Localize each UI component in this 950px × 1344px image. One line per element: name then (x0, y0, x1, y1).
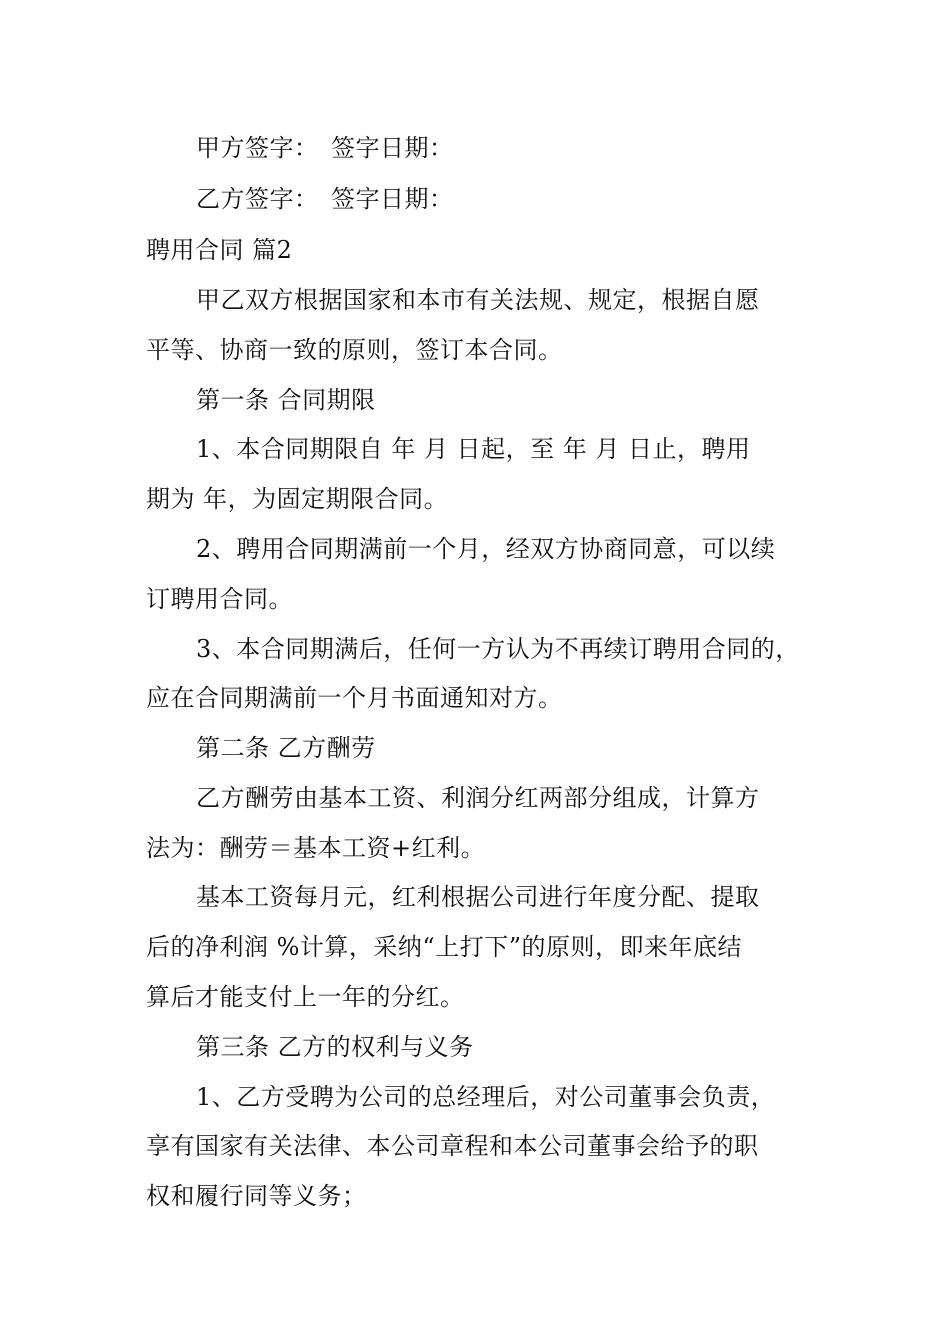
paragraph-line: 应在合同期满前一个月书面通知对方。 (146, 684, 563, 712)
paragraph-line: 后的净利润 %计算，采纳“上打下”的原则，即来年底结 (146, 933, 742, 961)
paragraph-line: 订聘用合同。 (146, 585, 293, 613)
signature-line-party-a: 甲方签字： 签字日期： (196, 134, 454, 162)
paragraph-line: 乙方酬劳由基本工资、利润分红两部分组成，计算方 (196, 784, 760, 812)
paragraph-line: 法为：酬劳＝基本工资+红利。 (146, 834, 486, 862)
paragraph-line: 享有国家有关法律、本公司章程和本公司董事会给予的职 (146, 1132, 759, 1160)
paragraph-line: 1、本合同期限自 年 月 日起，至 年 月 日止，聘用 (196, 435, 751, 463)
signature-line-party-b: 乙方签字： 签字日期： (196, 185, 454, 213)
paragraph-line: 1、乙方受聘为公司的总经理后，对公司董事会负责， (196, 1083, 776, 1111)
article-heading: 第一条 合同期限 (196, 386, 376, 414)
paragraph-line: 基本工资每月元，红利根据公司进行年度分配、提取 (196, 883, 760, 911)
paragraph-line: 平等、协商一致的原则，签订本合同。 (146, 336, 563, 364)
section-heading: 聘用合同 篇2 (146, 236, 293, 264)
paragraph-line: 2、聘用合同期满前一个月，经双方协商同意，可以续 (196, 535, 776, 563)
paragraph-line: 权和履行同等义务； (146, 1182, 367, 1210)
article-heading: 第三条 乙方的权利与义务 (196, 1033, 474, 1061)
paragraph-line: 3、本合同期满后，任何一方认为不再续订聘用合同的， (196, 635, 800, 663)
paragraph-line: 期为 年，为固定期限合同。 (146, 485, 449, 513)
paragraph-line: 算后才能支付上一年的分红。 (146, 983, 465, 1011)
article-heading: 第二条 乙方酬劳 (196, 734, 376, 762)
paragraph-line: 甲乙双方根据国家和本市有关法规、规定，根据自愿 (196, 286, 760, 314)
